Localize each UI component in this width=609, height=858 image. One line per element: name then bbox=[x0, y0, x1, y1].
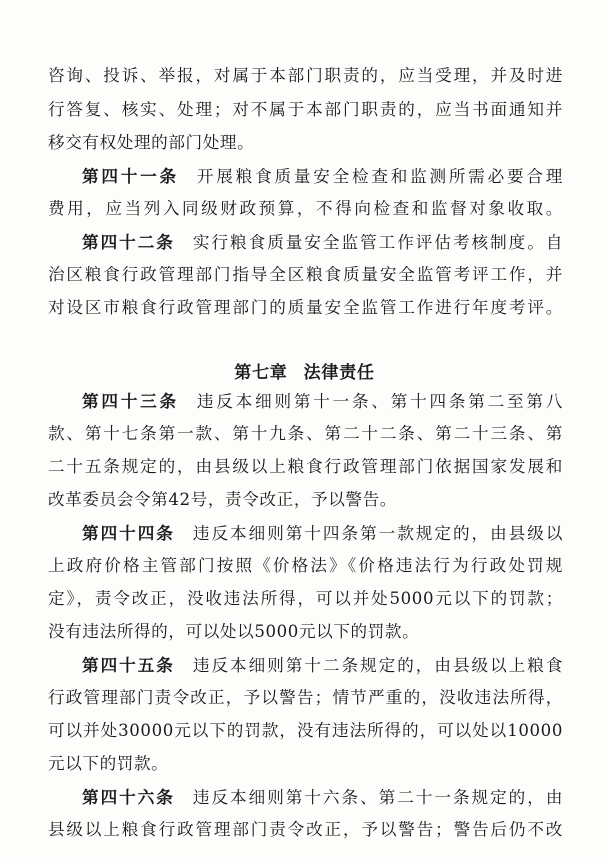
body-line: 咨询、投诉、举报，对属于本部门职责的，应当受理，并及时进 bbox=[48, 66, 563, 85]
article-41-text: 开展粮食质量安全检查和监测所需必要合理 bbox=[196, 167, 564, 186]
chapter-heading bbox=[0, 358, 609, 383]
body-line: 对设区市粮食行政管理部门的质量安全监管工作进行年度考评。 bbox=[48, 298, 563, 317]
article-45-line bbox=[82, 655, 563, 676]
article-45-text: 违反本细则第十二条规定的，由县级以上粮食 bbox=[192, 656, 564, 675]
article-42-title: 第四十二条 bbox=[82, 232, 175, 252]
article-42-line bbox=[82, 232, 563, 253]
article-43-line bbox=[82, 391, 563, 412]
body-line: 治区粮食行政管理部门指导全区粮食质量安全监管考评工作，并 bbox=[48, 265, 563, 284]
body-line: 改革委员会令第42号，责令改正，予以警告。 bbox=[48, 490, 397, 509]
article-45-title: 第四十五条 bbox=[82, 655, 175, 675]
body-line: 元以下的罚款。 bbox=[48, 754, 169, 773]
article-41-title: 第四十一条 bbox=[82, 166, 179, 186]
article-41-line bbox=[82, 166, 563, 187]
body-line: 定》，责令改正，没收违法所得，可以并处5000元以下的罚款； bbox=[48, 589, 563, 608]
body-line: 行政管理部门责令改正，予以警告；情节严重的，没收违法所得， bbox=[48, 688, 563, 707]
body-line: 移交有权处理的部门处理。 bbox=[48, 133, 255, 152]
article-46-title: 第四十六条 bbox=[82, 787, 175, 807]
article-43-text: 违反本细则第十一条、第十四条第二至第八 bbox=[196, 392, 564, 411]
body-line: 二十五条规定的，由县级以上粮食行政管理部门依据国家发展和 bbox=[48, 457, 563, 476]
article-44-title: 第四十四条 bbox=[82, 523, 175, 543]
chapter-title: 法律责任 bbox=[303, 363, 375, 383]
body-line: 行答复、核实、处理；对不属于本部门职责的，应当书面通知并 bbox=[48, 100, 563, 119]
chapter-number: 第七章 bbox=[234, 363, 288, 383]
body-line: 没有违法所得的，可以处以5000元以下的罚款。 bbox=[48, 622, 420, 641]
body-line: 费用，应当列入同级财政预算，不得向检查和监督对象收取。 bbox=[48, 199, 563, 218]
article-44-text: 违反本细则第十四条第一款规定的，由县级以 bbox=[192, 524, 564, 543]
article-42-text: 实行粮食质量安全监管工作评估考核制度。自 bbox=[192, 233, 564, 252]
article-43-title: 第四十三条 bbox=[82, 391, 179, 411]
body-line: 县级以上粮食行政管理部门责令改正，予以警告；警告后仍不改 bbox=[48, 820, 563, 839]
article-44-line bbox=[82, 523, 563, 544]
body-line: 款、第十七条第一款、第十九条、第二十二条、第二十三条、第 bbox=[48, 424, 563, 443]
article-46-line bbox=[82, 787, 563, 808]
article-46-text: 违反本细则第十六条、第二十一条规定的，由 bbox=[192, 788, 564, 807]
body-line: 可以并处30000元以下的罚款，没有违法所得的，可以处以10000 bbox=[48, 721, 563, 740]
body-line: 上政府价格主管部门按照《价格法》《价格违法行为行政处罚规 bbox=[48, 556, 563, 575]
